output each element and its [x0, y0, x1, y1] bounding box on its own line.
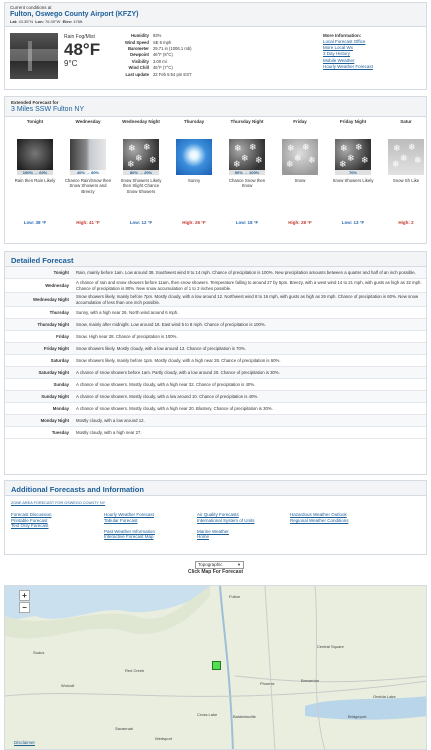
- snow-showers-icon: [388, 139, 424, 175]
- detailed-period: Monday: [52, 406, 69, 412]
- detail-value: SE 6 mph: [152, 39, 172, 45]
- short-forecast: Snow Showers Likely: [332, 178, 374, 183]
- map-label: Fulton: [229, 594, 241, 599]
- snowflake-icon: ❄: [347, 153, 355, 163]
- detail-key: Last update: [125, 71, 149, 77]
- snow-showers-night-icon: [123, 139, 159, 175]
- forecast-link[interactable]: Hourly Weather Forecast: [104, 512, 154, 517]
- extended-forecast-header: [5, 97, 426, 117]
- detailed-forecast-row: [5, 343, 426, 355]
- precip-chance: 80% → 20%: [123, 170, 159, 175]
- short-forecast: Chance Snow then Snow: [228, 178, 266, 189]
- map-label: Phoenix: [260, 681, 275, 686]
- snowflake-icon: ❄: [339, 159, 347, 169]
- snowflake-icon: ❄: [361, 155, 369, 165]
- forecast-period: [329, 119, 377, 225]
- sunny-icon: [176, 139, 212, 175]
- detailed-forecast-row: [5, 307, 426, 319]
- detail-key: Wind Speed: [125, 39, 149, 45]
- snowflake-icon: ❄: [128, 143, 136, 153]
- detailed-text: A chance of snow showers before 1am. Partly cloudy, with a low around 20. Chance of precipitation is 30%.: [76, 370, 280, 376]
- current-temp-c: 9°C: [64, 59, 78, 68]
- map-label: Bridgeport: [348, 714, 367, 719]
- detailed-forecast-row: [5, 355, 426, 367]
- detailed-text: Sunny, with a high near 26. North wind around 6 mph.: [76, 310, 179, 316]
- period-temp: High: 41 °F: [76, 220, 100, 225]
- forecast-period: [223, 119, 271, 225]
- detail-key: Humidity: [131, 33, 149, 39]
- detailed-forecast-panel: [4, 251, 427, 475]
- more-info-link[interactable]: Mobile Weather: [323, 57, 355, 63]
- detailed-forecast-row: [5, 427, 426, 439]
- period-temp: Low: 38 °F: [23, 220, 47, 225]
- forecast-link[interactable]: Home: [197, 534, 210, 540]
- snow-night-icon: [229, 139, 265, 175]
- snowflake-icon: ❄: [143, 142, 151, 152]
- forecast-link[interactable]: Marine Weather: [197, 528, 229, 534]
- detail-key: Barometer: [127, 46, 149, 52]
- map-label: Oneida Lake: [373, 694, 396, 699]
- detailed-text: Snow showers likely. Mostly cloudy, with a low around 13. Chance of precipitation is 70%.: [76, 346, 246, 352]
- zoom-out-button[interactable]: −: [19, 602, 30, 613]
- snowflake-icon: ❄: [286, 159, 294, 169]
- detailed-forecast-row: [5, 331, 426, 343]
- period-name: Thursday Night: [230, 119, 264, 124]
- additional-forecasts-title: Additional Forecasts and Information: [5, 481, 426, 496]
- snowflake-icon: ❄: [340, 143, 348, 153]
- snow-icon: [282, 139, 318, 175]
- forecast-link[interactable]: Forecast Discussion: [11, 512, 52, 517]
- detailed-period: Friday: [56, 334, 69, 340]
- more-info-link[interactable]: Local Forecast Office: [323, 39, 366, 44]
- forecast-link[interactable]: Printable Forecast: [11, 517, 48, 523]
- forecast-link[interactable]: Interactive Forecast Map: [104, 534, 154, 540]
- map-label: Wedsport: [155, 736, 173, 741]
- detailed-period: Sunday Night: [41, 394, 69, 400]
- detailed-period: Thursday Night: [37, 322, 69, 328]
- snow-showers-night-icon: [335, 139, 371, 175]
- snowflake-icon: ❄: [149, 155, 157, 165]
- detailed-text: A chance of snow showers. Mostly cloudy, with a high near 20. Blustery. Chance of precipitation is 30%.: [76, 406, 273, 412]
- more-information-title: More Information:: [323, 33, 362, 38]
- detailed-text: Mostly cloudy, with a high near 27.: [76, 430, 142, 436]
- forecast-period: [170, 119, 218, 225]
- map-label: Baldwinsville: [233, 714, 256, 719]
- period-name: Tonight: [26, 119, 44, 124]
- detailed-text: Snow showers likely, mainly before 7pm. Mostly cloudy, with a low around 12. Northwest wind 8 to 16 mph, with gusts as high as 26 mph. Chance of precipitation is 60%. New snow accumulation of less than one inch possible.: [76, 294, 419, 305]
- detailed-forecast-row: [5, 367, 426, 379]
- detailed-text: Mostly cloudy, with a low around 12.: [76, 418, 145, 424]
- detail-value: 3.00 mi: [152, 58, 167, 64]
- detailed-period: Wednesday: [45, 283, 69, 289]
- current-detail-row: [123, 46, 194, 52]
- extended-forecast-panel: [4, 96, 427, 244]
- detailed-period: Thursday: [49, 310, 69, 316]
- snowflake-icon: ❄: [287, 143, 295, 153]
- period-temp: Low: 13 °F: [341, 220, 365, 225]
- rain-fog-icon: [10, 33, 58, 79]
- snowflake-icon: ❄: [234, 143, 242, 153]
- detailed-period: Monday Night: [40, 418, 69, 424]
- period-temp: Low: 12 °F: [129, 220, 153, 225]
- detailed-text: Snow. High near 28. Chance of precipitation is 100%.: [76, 334, 178, 340]
- detailed-forecast-row: [5, 379, 426, 391]
- forecast-location-marker[interactable]: [212, 661, 221, 670]
- rain-snow-icon: [70, 139, 106, 175]
- forecast-link[interactable]: Air Quality Forecasts: [197, 512, 239, 517]
- links-column-1: [11, 512, 52, 529]
- snowflake-icon: ❄: [294, 153, 302, 163]
- forecast-link[interactable]: Past Weather Information: [104, 528, 155, 534]
- period-name: Friday Night: [339, 119, 367, 124]
- rain-night-icon: [17, 139, 53, 175]
- short-forecast: Snow Sh Like: [392, 178, 420, 183]
- snowflake-icon: ❄: [249, 142, 257, 152]
- detail-value: 29.71 in (1006.1 mb): [152, 46, 192, 52]
- forecast-period: [117, 119, 165, 225]
- period-temp: High: 2: [398, 220, 414, 225]
- current-details-table: [123, 33, 194, 78]
- additional-forecasts-panel: [4, 480, 427, 555]
- snowflake-icon: ❄: [233, 159, 241, 169]
- period-temp: High: 28 °F: [288, 220, 312, 225]
- forecast-period: [276, 119, 324, 225]
- forecast-period: [64, 119, 112, 225]
- forecast-link[interactable]: Tabular Forecast: [104, 517, 138, 523]
- current-conditions-label: Current conditions at: [10, 5, 52, 10]
- links-column-2: [104, 512, 155, 540]
- short-forecast: Rain then Rain Likely: [14, 178, 56, 183]
- detailed-text: Snow showers likely, mainly before 1pm. Mostly cloudy, with a high near 28. Chance of precipitation is 60%.: [76, 358, 281, 364]
- period-name: Friday: [293, 119, 307, 124]
- map-label: Savannah: [115, 726, 134, 731]
- precip-chance: 100% → 60%: [17, 170, 53, 175]
- forecast-link[interactable]: Regional Weather Conditions: [290, 517, 349, 523]
- period-temp: Low: 18 °F: [235, 220, 259, 225]
- detailed-period: Saturday: [50, 358, 69, 364]
- more-info-link[interactable]: 3 Day History: [323, 51, 351, 57]
- period-temp: High: 26 °F: [182, 220, 206, 225]
- detailed-period: Wednesday Night: [33, 297, 69, 303]
- more-info-link[interactable]: More Local Wx: [323, 45, 354, 51]
- snowflake-icon: ❄: [255, 155, 263, 165]
- forecast-period: [382, 119, 430, 225]
- snowflake-icon: ❄: [393, 143, 401, 153]
- detailed-forecast-list: [5, 267, 426, 439]
- map-layer-select[interactable]: Topographic ▼: [195, 561, 244, 569]
- map-caption: Click Map For Forecast: [188, 569, 244, 575]
- detailed-forecast-row: [5, 403, 426, 415]
- snowflake-icon: ❄: [127, 159, 135, 169]
- detail-key: Dewpoint: [130, 52, 149, 58]
- snowflake-icon: ❄: [400, 153, 408, 163]
- forecast-link[interactable]: International System of Units: [197, 517, 255, 523]
- extended-forecast-title: Extended Forecast for: [11, 100, 59, 105]
- detailed-text: A chance of rain and snow showers before 11am, then snow showers. Temperature falling to around 27 by 5pm. Breezy, with a west wind 14 to 21 mph, with gusts as high as 32 mph. Chance of precipitation is 80%. New snow accumulation of 1 to 2 inches possible.: [76, 280, 422, 291]
- snowflake-icon: ❄: [135, 153, 143, 163]
- disclaimer-link[interactable]: Disclaimer: [14, 740, 36, 745]
- detail-value: 45°F (7°C): [152, 65, 173, 71]
- map-label: Sodus: [33, 650, 45, 655]
- map-label: Wolcott: [61, 683, 75, 688]
- map-label: Brewerton: [301, 678, 320, 683]
- precip-chance: 70%: [335, 170, 371, 175]
- links-column-4: [290, 512, 348, 523]
- map-label: Central Square: [317, 644, 344, 649]
- current-conditions-panel: [4, 27, 427, 90]
- snowflake-icon: ❄: [392, 159, 400, 169]
- snowflake-icon: ❄: [241, 153, 249, 163]
- snowflake-icon: ❄: [408, 142, 416, 152]
- snowflake-icon: ❄: [302, 142, 310, 152]
- current-detail-row: [123, 71, 194, 77]
- detailed-text: A chance of snow showers. Mostly cloudy, with a high near 32. Chance of precipitation is 40%.: [76, 382, 256, 388]
- snowflake-icon: ❄: [308, 155, 316, 165]
- period-name: Wednesday: [75, 119, 101, 124]
- short-forecast: Sunny: [187, 178, 201, 183]
- forecast-period: [11, 119, 59, 225]
- snowflake-icon: ❄: [414, 155, 422, 165]
- detailed-forecast-row: [5, 319, 426, 331]
- detail-value: 46°F (8°C): [152, 52, 173, 58]
- current-conditions-header: [4, 2, 427, 27]
- links-column-3: [197, 512, 255, 540]
- detailed-period: Tuesday: [51, 430, 69, 436]
- station-name: Fulton, Oswego County Airport (KFZY): [10, 11, 139, 18]
- period-name: Wednesday Night: [122, 119, 160, 124]
- detailed-text: Rain, mainly before 1am. Low around 38. Southwest wind 8 to 14 mph. Chance of precipitation is 100%. New precipitation amounts between a quarter and half of an inch possible.: [76, 269, 416, 275]
- detail-value: 22 Feb 5:54 pm EST: [152, 71, 192, 77]
- period-name: Satur: [400, 119, 412, 124]
- zoom-in-button[interactable]: +: [19, 590, 30, 601]
- short-forecast: Chance Rain/Snow then Snow Showers and Breezy: [64, 178, 112, 194]
- precip-chance: 40% → 80%: [70, 170, 106, 175]
- detailed-period: Tonight: [53, 270, 69, 275]
- more-information: [323, 33, 373, 70]
- forecast-link[interactable]: Text Only Forecast: [11, 523, 49, 529]
- detail-value: 93%: [152, 33, 162, 39]
- map-label: Red Creek: [125, 668, 145, 673]
- detailed-text: Snow, mainly after midnight. Low around 18. East wind 5 to 8 mph. Chance of precipitation is 100%.: [76, 322, 266, 328]
- detail-key: Wind Chill: [128, 65, 149, 71]
- short-forecast: Snow Showers Likely then Slight Chance Snow Showers: [120, 178, 162, 194]
- detail-key: Visibility: [131, 58, 149, 64]
- extended-forecast-location: 3 Miles SSW Fulton NY: [11, 106, 85, 113]
- detailed-period: Friday Night: [43, 346, 69, 352]
- zone-area-forecast-link[interactable]: ZONE AREA FORECAST FOR OSWEGO COUNTY NY: [11, 501, 106, 505]
- snowflake-icon: ❄: [355, 142, 363, 152]
- detailed-forecast-row: [5, 293, 426, 307]
- current-temp-f: 48°F: [64, 40, 101, 59]
- map-label: Cross Lake: [197, 712, 218, 717]
- detailed-period: Sunday: [53, 382, 69, 388]
- detailed-text: A chance of snow showers. Mostly cloudy, with a low around 10. Chance of precipitation is 40%.: [76, 394, 259, 400]
- precip-chance: 50% → 100%: [229, 170, 265, 175]
- more-info-link[interactable]: Hourly Weather Forecast: [323, 63, 373, 69]
- detailed-forecast-row: [5, 267, 426, 279]
- current-condition: Rain Fog/Mist: [64, 34, 95, 40]
- short-forecast: Snow: [294, 178, 306, 183]
- detailed-period: Saturday Night: [38, 370, 69, 376]
- forecast-link[interactable]: Hazardous Weather Outlook: [290, 512, 347, 517]
- detailed-forecast-row: [5, 391, 426, 403]
- period-name: Thursday: [183, 119, 205, 124]
- chevron-down-icon: ▼: [237, 562, 241, 567]
- detailed-forecast-row: [5, 279, 426, 293]
- station-coordinates: Lat: 43.35°N Lon: 76.39°W Elev: 476ft.: [10, 19, 84, 24]
- detailed-forecast-title: Detailed Forecast: [5, 252, 426, 267]
- detailed-forecast-row: [5, 415, 426, 427]
